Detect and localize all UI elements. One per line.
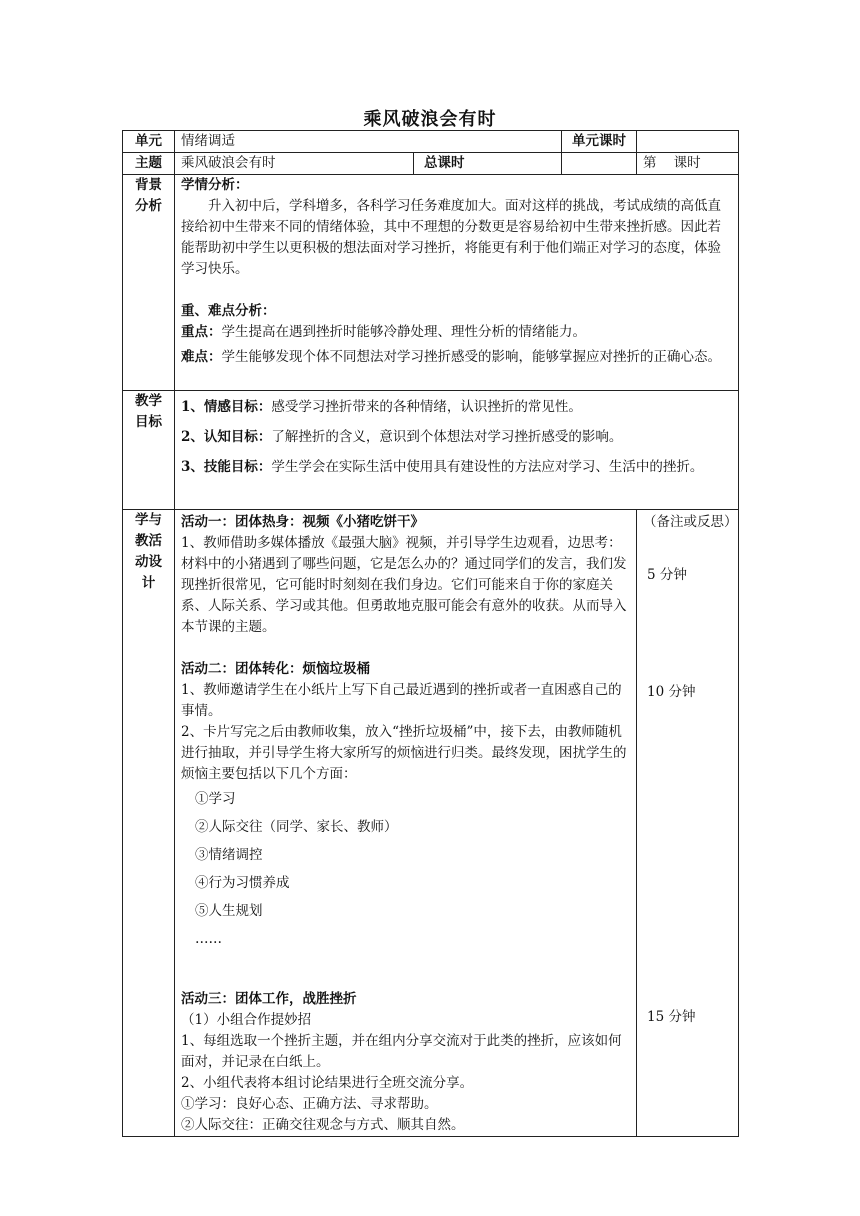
list-item: ①学习 — [195, 791, 236, 807]
difficult-point — [181, 347, 732, 368]
goal-skill-label: 3、技能目标： — [181, 459, 272, 475]
learning-analysis-title: 学情分析： — [181, 177, 249, 193]
learning-analysis-text: 升入初中后，学科增多，各科学习任务难度加大。面对这样的挑战，考试成绩的高低直接给初中生带来不同的情绪体验，其中不理想的分数更是容易给初中生带来挫折感。因此若能帮助初中学生以更积极的想法面对学习挫折，将能更有利于他们端正对学习的态度，体验学习快乐。 — [181, 198, 721, 277]
goals-label: 教学 目标 — [123, 391, 175, 510]
total-hours-value — [562, 153, 637, 175]
page-title: 乘风破浪会有时 — [363, 109, 497, 130]
activity1-title: 活动一：团体热身：视频《小猪吃饼干》 — [181, 514, 424, 530]
activity2-step1: 1、教师邀请学生在小纸片上写下自己最近遇到的挫折或者一直困惑自己的事情。 — [181, 682, 622, 719]
difficult-point-label: 难点： — [181, 349, 222, 365]
activity3-step1: 1、每组选取一个挫折主题，并在组内分享交流对于此类的挫折，应该如何面对，并记录在白纸上。 — [181, 1033, 622, 1070]
key-point — [181, 322, 732, 343]
notes-header: （备注或反思） — [643, 514, 738, 530]
notes-column — [637, 510, 739, 1137]
activity2-step2: 2、卡片写完之后由教师收集，放入“挫折垃圾桶”中，接下去，由教师随机进行抽取，并引导学生将大家所写的烦恼进行归类。最终发现，困扰学生的烦恼主要包括以下几个方面： — [181, 724, 627, 782]
activity3-duration: 15 分钟 — [647, 1009, 696, 1025]
unit-value: 情绪调适 — [175, 131, 562, 153]
unit-label: 单元 — [123, 131, 175, 153]
activity2-duration: 10 分钟 — [647, 684, 696, 700]
goal-cognition-text: 了解挫折的含义，意识到个体想法对学习挫折感受的影响。 — [271, 429, 623, 445]
activity2-title: 活动二：团体转化：烦恼垃圾桶 — [181, 661, 370, 677]
activities-row — [123, 510, 739, 1137]
activity3-subtitle: （1）小组合作提妙招 — [181, 1012, 312, 1028]
topic-value: 乘风破浪会有时 — [175, 153, 414, 175]
background-content — [175, 175, 739, 391]
list-item: ②人际交往（同学、家长、教师） — [195, 819, 398, 835]
unit-row — [123, 131, 739, 153]
topic-row — [123, 153, 739, 175]
activities-label: 学与 教活 动设 计 — [123, 510, 175, 1137]
lesson-plan-table — [122, 130, 739, 1137]
goal-emotion — [181, 392, 732, 422]
activity3-step2: 2、小组代表将本组讨论结果进行全班交流分享。 — [181, 1075, 474, 1091]
key-point-label: 重点： — [181, 324, 222, 340]
activity3-title: 活动三：团体工作，战胜挫折 — [181, 991, 357, 1007]
difficult-point-text: 学生能够发现个体不同想法对学习挫折感受的影响，能够掌握应对挫折的正确心态。 — [221, 349, 721, 365]
unit-hours-label: 单元课时 — [562, 131, 637, 153]
goal-skill-text: 学生学会在实际生活中使用具有建设性的方法应对学习、生活中的挫折。 — [271, 459, 704, 475]
goals-row — [123, 391, 739, 510]
list-item: ④行为习惯养成 — [195, 875, 290, 891]
unit-hours-value — [637, 131, 739, 153]
key-point-text: 学生提高在遇到挫折时能够冷静处理、理性分析的情绪能力。 — [221, 324, 586, 340]
goals-content — [175, 391, 739, 510]
topic-label: 主题 — [123, 153, 175, 175]
key-analysis-title: 重、难点分析： — [181, 303, 276, 319]
total-hours-label: 总课时 — [414, 153, 562, 175]
goal-emotion-label: 1、情感目标： — [181, 399, 272, 415]
list-item: ⑤人生规划 — [195, 903, 263, 919]
activity3-line1: ①学习：良好心态、正确方法、寻求帮助。 — [181, 1096, 438, 1112]
goal-cognition — [181, 422, 732, 452]
activity3-line2: ②人际交往：正确交往观念与方式、顺其自然。 — [181, 1117, 465, 1133]
activities-content — [175, 510, 637, 1137]
list-item: …… — [195, 931, 222, 947]
goal-skill — [181, 452, 732, 482]
goal-emotion-text: 感受学习挫折带来的各种情绪，认识挫折的常见性。 — [271, 399, 582, 415]
background-row — [123, 175, 739, 391]
goal-cognition-label: 2、认知目标： — [181, 429, 272, 445]
background-label: 背景 分析 — [123, 175, 175, 391]
list-item: ③情绪调控 — [195, 847, 263, 863]
lesson-number: 第 课时 — [637, 153, 739, 175]
activity1-text: 1、教师借助多媒体播放《最强大脑》视频，并引导学生边观看，边思考：材料中的小猪遇到了哪些问题，它是怎么办的？通过同学们的发言，我们发现挫折很常见，它可能时时刻刻在我们身边。它们可能来自于你的家庭关系、人际关系、学习或其他。但勇敢地克服可能会有意外的收获。从而导入本节课的主题。 — [181, 535, 627, 635]
activity1-duration: 5 分钟 — [647, 567, 687, 583]
